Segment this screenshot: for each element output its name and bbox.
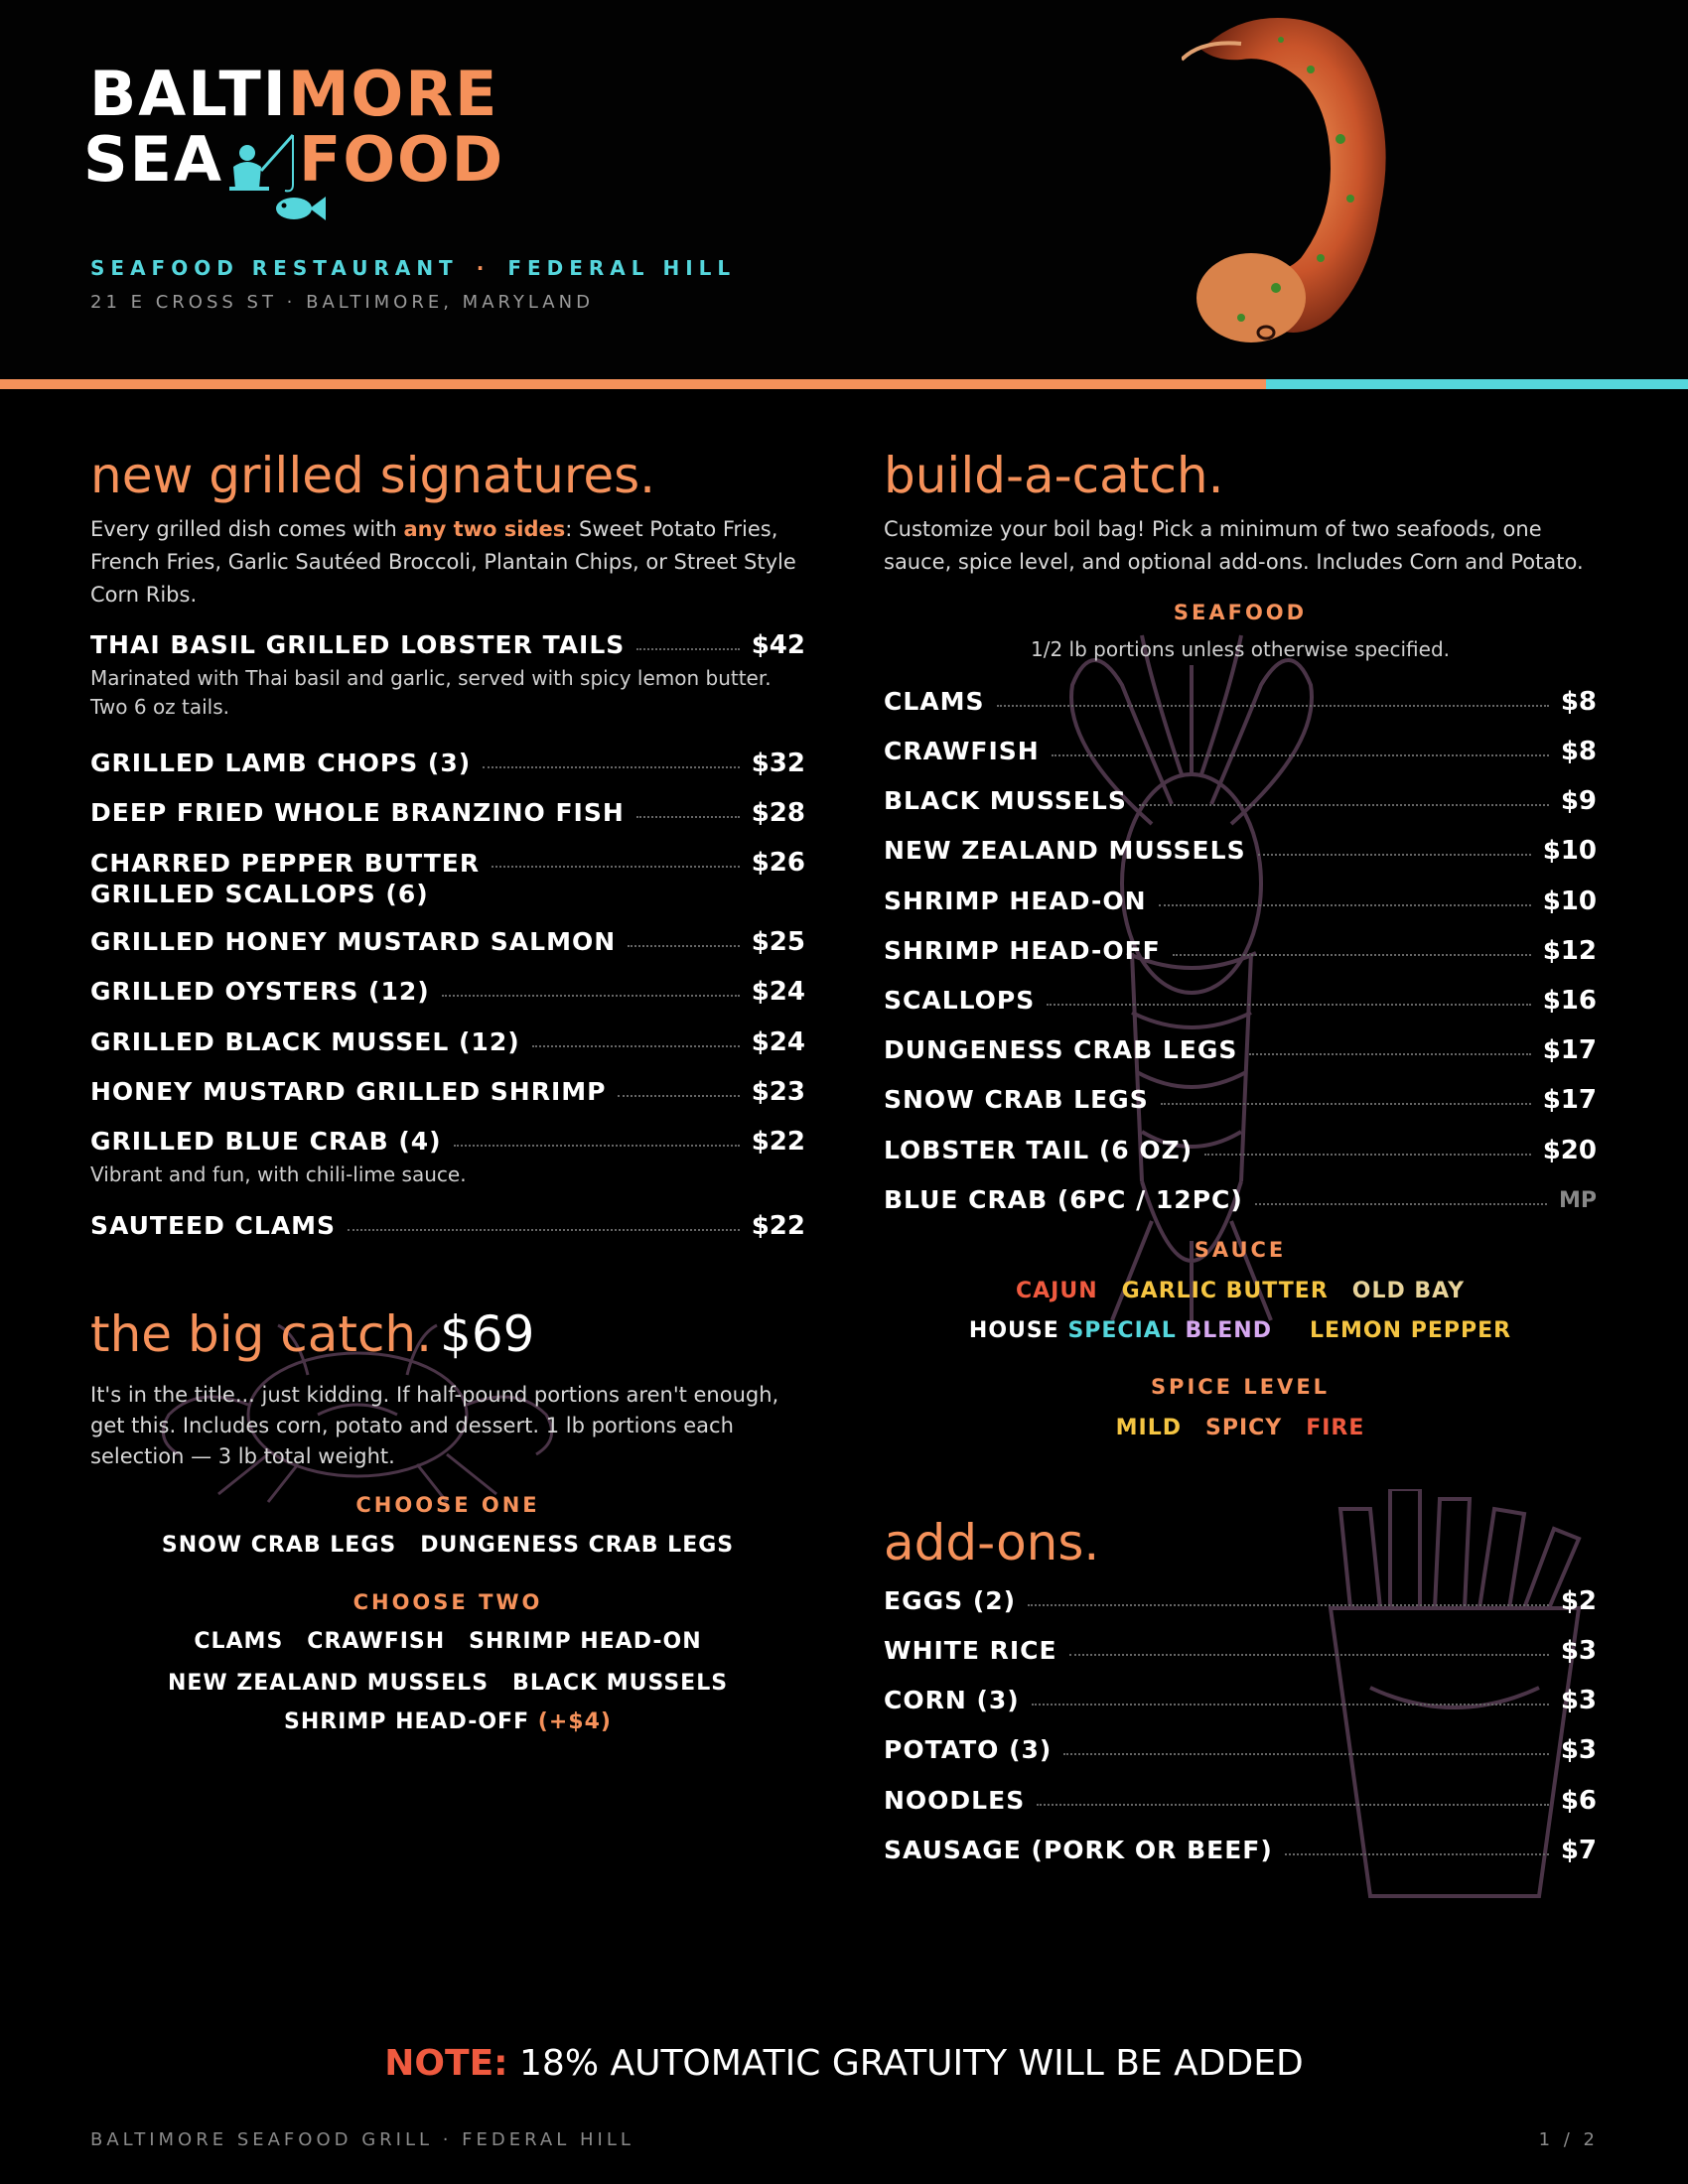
build-intro: Customize your boil bag! Pick a minimum of two seafoods, one sauce, spice level, and optional add-ons. Includes Corn and Potato. xyxy=(884,517,1584,574)
item-name-line-1: CHARRED PEPPER BUTTER xyxy=(90,849,481,878)
spice-level-label: SPICE LEVEL xyxy=(1150,1375,1331,1399)
grilled-intro-text: Every grilled dish comes with xyxy=(90,517,404,541)
item-price: $3 xyxy=(1560,1735,1597,1765)
add-on-item xyxy=(884,1735,1597,1765)
add-ons-section xyxy=(884,1509,1597,1886)
dot-leader xyxy=(1204,1136,1531,1156)
add-ons-title: add-ons. xyxy=(884,1514,1100,1571)
item-price: $24 xyxy=(751,1027,805,1057)
item-name-line-2: GRILLED SCALLOPS (6) xyxy=(90,880,429,908)
restaurant-address: 21 E CROSS ST · BALTIMORE, MARYLAND xyxy=(90,292,594,313)
item-price: $23 xyxy=(751,1077,805,1107)
grilled-item xyxy=(90,1211,805,1241)
choose-one-label: CHOOSE ONE xyxy=(355,1493,540,1517)
grilled-item xyxy=(90,798,805,828)
seafood-label: SEAFOOD xyxy=(1173,601,1308,624)
seafood-item xyxy=(884,1035,1597,1065)
dot-leader xyxy=(1032,1686,1549,1706)
item-price: $25 xyxy=(751,927,805,957)
item-price: $3 xyxy=(1560,1686,1597,1715)
sauce-option: OLD BAY xyxy=(1351,1279,1466,1303)
item-price: $3 xyxy=(1560,1636,1597,1666)
dot-leader xyxy=(1139,786,1549,806)
choose-two-options-row1 xyxy=(90,1629,805,1654)
seafood-item xyxy=(884,887,1597,916)
option-chip xyxy=(284,1709,612,1734)
item-price: $10 xyxy=(1542,836,1597,866)
item-price: $17 xyxy=(1542,1085,1597,1115)
item-price: $28 xyxy=(751,798,805,828)
item-name: GRILLED LAMB CHOPS (3) xyxy=(90,749,472,777)
item-price: $2 xyxy=(1560,1586,1597,1616)
dot-leader xyxy=(1028,1586,1549,1606)
seafood-item xyxy=(884,1185,1597,1214)
grilled-intro-sides: : Sweet Potato Fries, French Fries, Garlic Sautéed Broccoli, Plantain Chips, or Street Style Corn Ribs. xyxy=(90,517,796,607)
item-name: BLACK MUSSELS xyxy=(884,786,1127,815)
dot-leader xyxy=(618,1077,739,1097)
item-name: NOODLES xyxy=(884,1786,1026,1815)
item-name: SAUTEED CLAMS xyxy=(90,1211,337,1240)
grilled-item xyxy=(90,848,805,909)
item-description: Vibrant and fun, with chili-lime sauce. xyxy=(90,1162,467,1186)
sauce-option: CAJUN xyxy=(1015,1279,1098,1303)
dot-leader xyxy=(1255,1185,1547,1205)
seafood-item xyxy=(884,936,1597,966)
item-price: $22 xyxy=(751,1127,805,1157)
option-chip: CLAMS xyxy=(194,1629,284,1654)
dot-leader xyxy=(348,1211,740,1231)
add-on-item xyxy=(884,1686,1597,1715)
grilled-item xyxy=(90,977,805,1007)
logo-line-2 xyxy=(83,123,505,197)
sauce-options-row2 xyxy=(884,1318,1597,1343)
item-name: CLAMS xyxy=(884,687,985,716)
page-number: 1 / 2 xyxy=(1538,2129,1599,2150)
footer-restaurant-name: BALTIMORE SEAFOOD GRILL · FEDERAL HILL xyxy=(90,2129,634,2150)
dot-leader xyxy=(483,749,740,768)
dot-leader xyxy=(1063,1735,1548,1755)
option-chip: DUNGENESS CRAB LEGS xyxy=(420,1533,735,1558)
tagline-type: SEAFOOD RESTAURANT xyxy=(90,256,459,280)
logo-text-sea: SEA xyxy=(83,123,223,196)
build-a-catch-section xyxy=(884,442,1597,1444)
item-price: $32 xyxy=(751,749,805,778)
option-chip: CRAWFISH xyxy=(307,1629,446,1654)
sauce-options-row1 xyxy=(884,1279,1597,1303)
seafood-item xyxy=(884,1136,1597,1165)
grilled-item xyxy=(90,1077,805,1107)
item-description: Marinated with Thai basil and garlic, served with spicy lemon butter. Two 6 oz tails. xyxy=(90,666,772,719)
item-name: CORN (3) xyxy=(884,1686,1020,1714)
dot-leader xyxy=(454,1127,740,1147)
sauce-option: LEMON PEPPER xyxy=(1309,1318,1512,1343)
dot-leader xyxy=(636,630,739,650)
item-price: $42 xyxy=(751,630,805,660)
logo-text-balti: BALTI xyxy=(89,58,288,130)
header-rule-orange xyxy=(0,379,1266,389)
dot-leader xyxy=(442,977,740,997)
choose-two-label: CHOOSE TWO xyxy=(352,1590,543,1614)
grilled-item xyxy=(90,749,805,778)
add-on-item xyxy=(884,1636,1597,1666)
dot-leader xyxy=(1047,986,1530,1006)
item-name: DUNGENESS CRAB LEGS xyxy=(884,1035,1238,1064)
item-name: LOBSTER TAIL (6 OZ) xyxy=(884,1136,1194,1164)
add-on-item xyxy=(884,1586,1597,1616)
fisherman-icon xyxy=(223,131,299,197)
tagline-location: FEDERAL HILL xyxy=(507,256,737,280)
logo-text-food: FOOD xyxy=(299,123,505,196)
spice-option: MILD xyxy=(1115,1416,1182,1440)
choose-one-options xyxy=(90,1533,805,1558)
item-price: $26 xyxy=(751,848,805,878)
seafood-portion-note: 1/2 lb portions unless otherwise specified. xyxy=(1030,637,1450,661)
note-text: 18% AUTOMATIC GRATUITY WILL BE ADDED xyxy=(507,2043,1304,2084)
dot-leader xyxy=(532,1027,740,1047)
item-price: $12 xyxy=(1542,936,1597,966)
dot-leader xyxy=(1159,887,1531,906)
item-name: GRILLED BLUE CRAB (4) xyxy=(90,1127,442,1156)
item-price: $8 xyxy=(1560,687,1597,717)
dot-leader xyxy=(1258,836,1531,856)
logo-text-more: MORE xyxy=(287,58,499,130)
item-price: $22 xyxy=(751,1211,805,1241)
item-name: HONEY MUSTARD GRILLED SHRIMP xyxy=(90,1077,607,1106)
grilled-item xyxy=(90,1127,805,1157)
dot-leader xyxy=(997,687,1549,707)
item-name: SAUSAGE (PORK OR BEEF) xyxy=(884,1836,1273,1864)
option-chip: SNOW CRAB LEGS xyxy=(161,1533,397,1558)
option-chip: NEW ZEALAND MUSSELS xyxy=(167,1671,490,1696)
logo-line-1 xyxy=(89,58,499,130)
sauce-special-word: SPECIAL xyxy=(1067,1318,1186,1343)
grilled-item xyxy=(90,1027,805,1057)
page-header xyxy=(0,0,1688,379)
fish-icon xyxy=(268,189,328,228)
item-name: WHITE RICE xyxy=(884,1636,1057,1665)
option-chip: SHRIMP HEAD-ON xyxy=(469,1629,702,1654)
spice-option: SPICY xyxy=(1204,1416,1283,1440)
grilled-title: new grilled signatures. xyxy=(90,447,656,504)
item-name: SNOW CRAB LEGS xyxy=(884,1085,1149,1114)
dot-leader xyxy=(1249,1035,1530,1055)
item-name: GRILLED BLACK MUSSEL (12) xyxy=(90,1027,520,1056)
big-catch-title-text: the big catch. xyxy=(90,1305,433,1363)
add-on-item xyxy=(884,1836,1597,1865)
big-catch-title xyxy=(90,1305,534,1363)
item-name: EGGS (2) xyxy=(884,1586,1017,1615)
seafood-item xyxy=(884,687,1597,717)
tagline-separator: · xyxy=(476,256,491,280)
item-price: $24 xyxy=(751,977,805,1007)
big-catch-price: $69 xyxy=(440,1305,535,1363)
item-price: $9 xyxy=(1560,786,1597,816)
choose-two-options-row3 xyxy=(90,1709,805,1734)
item-name: GRILLED OYSTERS (12) xyxy=(90,977,430,1006)
seafood-item xyxy=(884,836,1597,866)
option-chip-label: SHRIMP HEAD-OFF xyxy=(284,1709,530,1734)
item-name: DEEP FRIED WHOLE BRANZINO FISH xyxy=(90,798,625,827)
dot-leader xyxy=(628,927,740,947)
sauce-blend-word: BLEND xyxy=(1185,1318,1272,1343)
brand-logo xyxy=(83,58,505,240)
item-name: SHRIMP HEAD-ON xyxy=(884,887,1147,915)
restaurant-tagline xyxy=(90,256,736,280)
option-upcharge: (+$4) xyxy=(537,1709,612,1734)
item-name: SCALLOPS xyxy=(884,986,1036,1015)
seafood-item xyxy=(884,1085,1597,1115)
dot-leader xyxy=(1161,1085,1531,1105)
big-catch-intro: It's in the title... just kidding. If half-pound portions aren't enough, get this. Includes corn, potato and dessert. 1 lb portions each selection — 3 lb total weight. xyxy=(90,1383,779,1468)
item-price: $10 xyxy=(1542,887,1597,916)
item-price: $16 xyxy=(1542,986,1597,1016)
item-name: GRILLED HONEY MUSTARD SALMON xyxy=(90,927,617,956)
grilled-intro-highlight: any two sides xyxy=(403,517,566,541)
sauce-house-word: HOUSE xyxy=(968,1318,1068,1343)
add-on-item xyxy=(884,1786,1597,1816)
item-price: MP xyxy=(1558,1188,1597,1213)
sauce-label: SAUCE xyxy=(1194,1238,1287,1262)
item-price: $7 xyxy=(1560,1836,1597,1865)
item-name: SHRIMP HEAD-OFF xyxy=(884,936,1161,965)
item-name: THAI BASIL GRILLED LOBSTER TAILS xyxy=(90,630,626,659)
dot-leader xyxy=(636,798,740,818)
dot-leader xyxy=(1173,936,1531,956)
sauce-option: GARLIC BUTTER xyxy=(1121,1279,1329,1303)
item-name: CRAWFISH xyxy=(884,737,1040,765)
option-chip: BLACK MUSSELS xyxy=(512,1671,729,1696)
seafood-item xyxy=(884,986,1597,1016)
seafood-item xyxy=(884,737,1597,766)
item-name xyxy=(90,848,480,909)
gratuity-note xyxy=(0,2043,1688,2084)
grilled-item xyxy=(90,927,805,957)
build-title: build-a-catch. xyxy=(884,447,1224,504)
item-name: BLUE CRAB (6PC / 12PC) xyxy=(884,1185,1243,1214)
dot-leader xyxy=(1037,1786,1549,1806)
item-name: POTATO (3) xyxy=(884,1735,1053,1764)
grilled-shrimp-photo xyxy=(1182,0,1509,382)
item-name: NEW ZEALAND MUSSELS xyxy=(884,836,1246,865)
spice-level-options xyxy=(884,1416,1597,1440)
choose-two-options-row2 xyxy=(90,1671,805,1696)
dot-leader xyxy=(1069,1636,1549,1656)
header-rule-cyan xyxy=(1266,379,1688,389)
seafood-item xyxy=(884,786,1597,816)
spice-option: FIRE xyxy=(1306,1416,1365,1440)
item-price: $8 xyxy=(1560,737,1597,766)
dot-leader xyxy=(492,848,740,868)
note-label: NOTE: xyxy=(384,2043,508,2084)
big-catch-section xyxy=(90,1300,805,1747)
grilled-item xyxy=(90,630,805,660)
grilled-intro xyxy=(90,513,805,612)
dot-leader xyxy=(1052,737,1549,756)
item-price: $6 xyxy=(1560,1786,1597,1816)
grilled-section xyxy=(90,442,805,1256)
item-price: $17 xyxy=(1542,1035,1597,1065)
dot-leader xyxy=(1285,1836,1549,1855)
item-price: $20 xyxy=(1542,1136,1597,1165)
sauce-option-house xyxy=(969,1318,1272,1343)
